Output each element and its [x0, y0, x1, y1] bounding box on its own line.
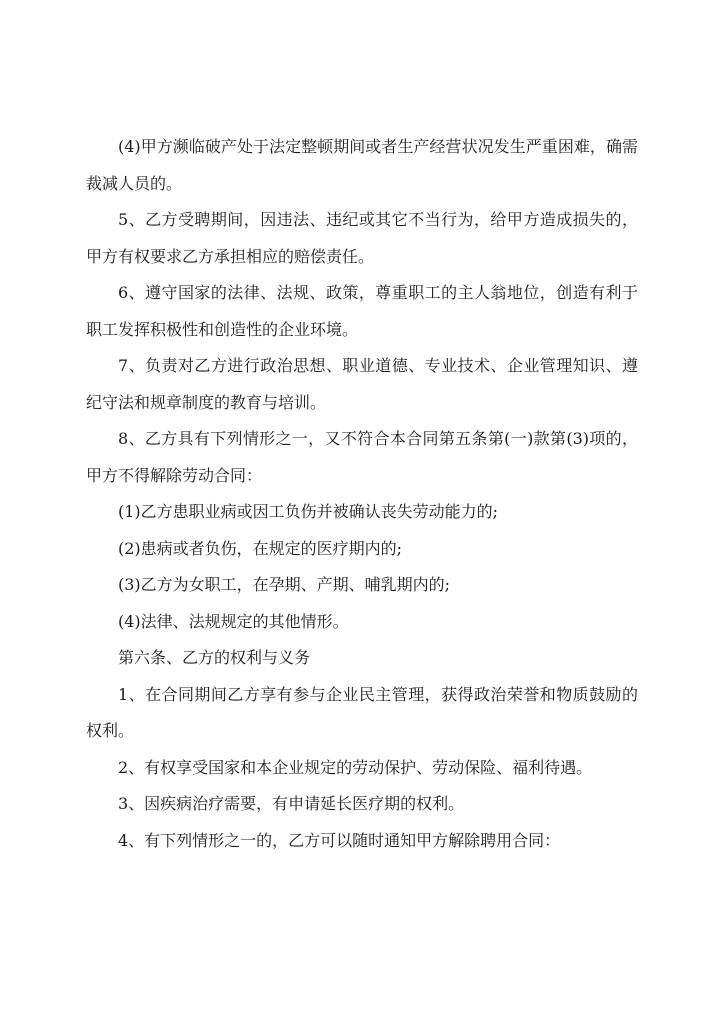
- paragraph-subitem-2: (2)患病或者负伤，在规定的医疗期内的;: [118, 538, 403, 558]
- paragraph-right-4: 4、有下列情形之一的，乙方可以随时通知甲方解除聘用合同：: [118, 830, 561, 850]
- paragraph-subitem-3: (3)乙方为女职工，在孕期、产期、哺乳期内的;: [118, 575, 451, 594]
- paragraph-item-8: 8、乙方具有下列情形之一，又不符合本合同第五条第(一)款第(3)项的，甲方不得解除劳动合同：: [86, 429, 638, 485]
- paragraph-right-2: 2、有权享受国家和本企业规定的劳动保护、劳动保险、福利待遇。: [118, 757, 593, 777]
- paragraph-right-3: 3、因疾病治疗需要，有申请延长医疗期的权利。: [118, 794, 465, 813]
- document-body: [86, 129, 638, 859]
- paragraph-right-1: 1、在合同期间乙方享有参与企业民主管理，获得政治荣誉和物质鼓励的权利。: [86, 684, 638, 740]
- paragraph-item-6: 6、遵守国家的法律、法规、政策，尊重职工的主人翁地位，创造有利于职工发挥积极性和创造性的企业环境。: [86, 283, 638, 339]
- paragraph-subitem-4: (4)法律、法规规定的其他情形。: [118, 611, 349, 631]
- paragraph-item-5: 5、乙方受聘期间，因违法、违纪或其它不当行为，给甲方造成损失的，甲方有权要求乙方承担相应的赔偿责任。: [86, 210, 638, 266]
- paragraph-subitem-1: (1)乙方患职业病或因工负伤并被确认丧失劳动能力的;: [118, 502, 499, 521]
- paragraph-clause-4-bankruptcy: (4)甲方濒临破产处于法定整顿期间或者生产经营状况发生严重困难，确需裁减人员的。: [86, 137, 638, 193]
- section-heading-article-6: 第六条、乙方的权利与义务: [118, 648, 311, 667]
- paragraph-item-7: 7、负责对乙方进行政治思想、职业道德、专业技术、企业管理知识、遵纪守法和规章制度的教育与培训。: [86, 356, 638, 412]
